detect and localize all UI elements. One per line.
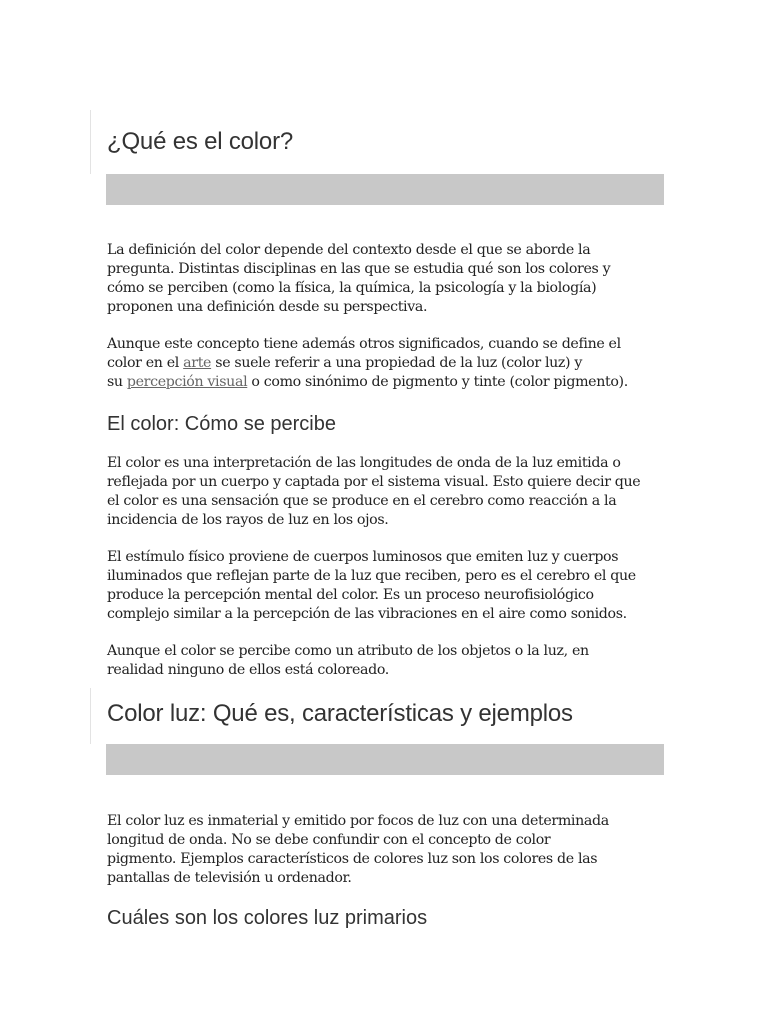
- text-line: El estímulo físico proviene de cuerpos luminosos que emiten luz y cuerpos: [107, 549, 619, 565]
- text-segment: su: [107, 374, 127, 390]
- paragraph-definicion: [107, 241, 667, 317]
- paragraph-color-luz: [107, 812, 667, 888]
- section-divider-line: [90, 688, 91, 744]
- text-line: pregunta. Distintas disciplinas en las que se estudia qué son los colores y: [107, 261, 611, 277]
- text-line: [107, 373, 667, 392]
- gray-banner: [106, 174, 664, 205]
- text-line: El color es una interpretación de las longitudes de onda de la luz emitida o: [107, 455, 621, 471]
- text-line: iluminados que reflejan parte de la luz que reciben, pero es el cerebro el que: [107, 568, 636, 584]
- text-line: el color es una sensación que se produce en el cerebro como reacción a la: [107, 493, 617, 509]
- subsection-title-colores-primarios: Cuáles son los colores luz primarios: [107, 907, 428, 929]
- paragraph-estimulo: [107, 548, 667, 624]
- text-line: incidencia de los rayos de luz en los ojos.: [107, 512, 389, 528]
- text-line: produce la percepción mental del color. Es un proceso neurofisiológico: [107, 587, 594, 603]
- text-line: El color luz es inmaterial y emitido por focos de luz con una determinada: [107, 813, 609, 829]
- text-line: realidad ninguno de ellos está coloreado.: [107, 662, 389, 678]
- link-percepcion-visual[interactable]: percepción visual: [126, 374, 248, 390]
- section-divider-line: [90, 110, 91, 174]
- text-line: Aunque el color se percibe como un atributo de los objetos o la luz, en: [107, 643, 589, 659]
- subsection-title-como-se-percibe: El color: Cómo se percibe: [107, 413, 336, 435]
- gray-banner: [106, 744, 664, 775]
- text-line: Aunque este concepto tiene además otros significados, cuando se define el: [107, 336, 621, 352]
- text-line: reflejada por un cuerpo y captada por el sistema visual. Esto quiere decir que: [107, 474, 641, 490]
- text-line: La definición del color depende del contexto desde el que se aborde la: [107, 242, 591, 258]
- link-arte[interactable]: arte: [183, 355, 212, 371]
- section-title-que-es-el-color: ¿Qué es el color?: [107, 128, 294, 155]
- text-line: complejo similar a la percepción de las vibraciones en el aire como sonidos.: [107, 606, 627, 622]
- text-segment: se suele referir a una propiedad de la luz (color luz) y: [211, 355, 583, 371]
- text-segment: o como sinónimo de pigmento y tinte (color pigmento).: [247, 374, 628, 390]
- text-line: longitud de onda. No se debe confundir con el concepto de color: [107, 832, 551, 848]
- text-line: pigmento. Ejemplos característicos de colores luz son los colores de las: [107, 851, 598, 867]
- text-line: [107, 354, 667, 373]
- text-line: pantallas de televisión u ordenador.: [107, 870, 352, 886]
- paragraph-significados: [107, 335, 667, 392]
- text-line: cómo se perciben (como la física, la química, la psicología y la biología): [107, 280, 597, 296]
- paragraph-atributo: [107, 642, 667, 680]
- text-segment: color en el: [107, 355, 184, 371]
- section-title-color-luz: Color luz: Qué es, características y ejemplos: [107, 700, 573, 727]
- paragraph-interpretacion: [107, 454, 667, 530]
- text-line: proponen una definición desde su perspectiva.: [107, 299, 428, 315]
